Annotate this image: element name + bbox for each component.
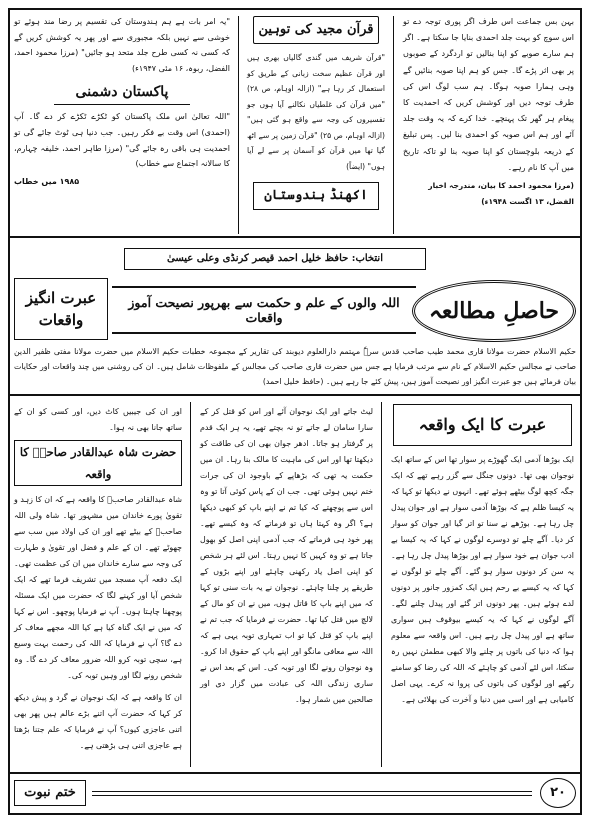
top-middle-body: "قرآن شریف میں گندی گالیاں بھری ہیں اور قرآن عظیم سخت زبانی کے طریق کو استعمال کر رہا ہے" (ازالہ اوہام، ص ۲۸) "میں قرآن کی غلطیاں نکالنے آیا ہوں جو تفسیروں کی وجہ سے واقع ہو گئی ہیں" (ازالہ اوہام، ص ۲۵) "قرآن زمین پر سے اٹھ گیا تھا میں قرآن کو آسمان پر سے لے آیا ہوں" (ایضاً) — [247, 53, 385, 171]
banner-title: حاصلِ مطالعہ — [428, 298, 560, 324]
top-right-body: بہن بس جماعت اس طرف اگر پوری توجہ دے تو اس سوچ کو بہت جلد احمدی بنایا جا سکتا ہے۔ اگر ہم سارے صوبے کو اپنا بنالیں تو اردگرد کے صوبوں پر بھی اثر پڑے گا۔ جس کو ہم اپنا صوبہ بنائیں گے وہی ہمارا صوبہ ہوگا۔ ہم سب لوگ اس کی طرف توجہ دیں اور کوشش کریں کہ احمدیت کا پیغام ہر گھر تک پہنچے۔ خدا کرے کہ یہ وقت جلد آئے اور ہم اس صوبہ کو احمدی بنا لیں۔ پس تبلیغ کے ذریعہ بلوچستان کو اپنا صوبہ بنا لو تاکہ تاریخ میں آپ کا نام رہے۔ — [403, 17, 574, 172]
top-section-divider — [10, 236, 580, 238]
bottom-left-body: شاہ عبدالقادر صاحبؒ کا واقعہ ہے کہ ان کا زہد و تقویٰ پورے خاندان میں مشہور تھا۔ شاہ ولی اللہ صاحبؒ کے بیٹے تھے اور ان کی اولاد میں سب سے چھوٹے تھے۔ ان کے علم و فضل اور تقویٰ و طہارت کی وجہ سے سارے خاندان میں ان کی عظمت تھی۔ ایک دفعہ آپ مسجد میں تشریف فرما تھے کہ ایک شخص آیا اور کہنے لگا کہ حضرت میں ایک مسئلہ پوچھنا چاہتا ہوں۔ آپ نے فرمایا پوچھو۔ اس نے کہا کہ میں نے ایک گناہ کیا ہے کیا اللہ مجھے معاف کر دے گا؟ آپ نے فرمایا کہ اللہ کی رحمت بہت وسیع ہے، سچی توبہ کرو اللہ ضرور معاف کر دے گا۔ وہ شخص رونے لگا اور وہیں توبہ کی۔ — [14, 495, 182, 680]
banner-right-box-text: عبرت انگیز واقعات — [25, 289, 97, 329]
top-left-body2: "اللہ تعالیٰ اس ملک پاکستان کو ٹکڑے ٹکڑے کر دے گا۔ آپ (احمدی) اس وقت بے فکر رہیں۔ جب دنیا ہی ٹوٹ جائے گی تو احمدیت ہی باقی رہ جائے گی" (مرزا طاہر احمد، خلیفہ چہارم، کا سالانہ اجتماع سے خطاب) — [14, 112, 230, 169]
page-number: ۲۰ — [540, 778, 576, 808]
footer-rule — [92, 791, 532, 796]
top-left-body: "یہ امر بات ہے ہم ہندوستان کی تقسیم پر رضا مند ہوئے تو خوشی سے نہیں بلکہ مجبوری سے اور پھر یہ کوشش کریں گے کہ کسی نہ کسی طرح جلد متحد ہو جائیں" (مرزا محمود احمد، الفضل، ربوہ، ۱۶ مئی ۱۹۴۷ء) — [14, 17, 230, 73]
bottom-middle-column — [194, 400, 379, 770]
top-right-signature: (مرزا محمود احمد کا بیان، مندرجہ اخبار الفضل، ۱۳ اگست ۱۹۴۸ء) — [428, 181, 574, 207]
bottom-left-top: اور ان کی جیبیں کاٹ دیں، اور کسی کو ان کے ساتھ جانا بھی نہ ہوا۔ — [14, 407, 182, 432]
bottom-right-column — [385, 400, 580, 770]
title-pakistan-enmity: پاکستان دشمنی — [54, 80, 190, 105]
title-ibrat-waqia: عبرت کا ایک واقعہ — [393, 404, 572, 446]
bottom-left-column — [8, 400, 188, 770]
top-middle-column — [241, 10, 391, 235]
magazine-page — [8, 8, 582, 815]
top-right-column — [397, 10, 580, 235]
bottom-right-body: ایک بوڑھا آدمی ایک گھوڑے پر سوار تھا اس کے ساتھ ایک نوجوان بھی تھا۔ دونوں جنگل سے گزر رہے تھے کہ ایک جگہ کچھ لوگ بیٹھے ہوئے تھے۔ انہوں نے دیکھا تو کہا کہ یہ کیسا ظلم ہے کہ بوڑھا آدمی سوار ہے اور جوان پیدل چل رہا ہے۔ بوڑھے نے سنا تو اتر گیا اور جوان کو سوار کر دیا۔ آگے چلے تو دوسرے لوگوں نے کہا کہ یہ کیسا بے ادب جوان ہے خود سوار ہے اور بوڑھا پیدل چل رہا ہے۔ یہ سن کر دونوں سوار ہو گئے۔ آگے چلے تو لوگوں نے کہا کہ یہ کیسے بے رحم ہیں ایک کمزور جانور پر دونوں لدے ہوئے ہیں۔ پھر دونوں اتر گئے اور پیدل چلنے لگے۔ آگے لوگوں نے کہا کہ یہ کیسے بیوقوف ہیں سواری ساتھ ہے اور پیدل چل رہے ہیں۔ اس واقعہ سے معلوم ہوا کہ دنیا کی باتوں پر چلنے والا کبھی مطمئن نہیں رہ سکتا، اس لئے آدمی کو چاہئے کہ اللہ کی رضا کو سامنے رکھے اور لوگوں کی باتوں کی پروا نہ کرے۔ یہی اصل کامیابی ہے اور اسی میں دنیا و آخرت کی بھلائی ہے۔ — [391, 455, 574, 704]
title-shah-abdulqadir: حضرت شاہ عبدالقادر صاحبؒ کا واقعہ — [14, 440, 182, 486]
intro-paragraph: حکیم الاسلام حضرت مولانا قاری محمد طیب صاحب قدس سرہٗ مہتمم دارالعلوم دیوبند کی تقاریر کے مجموعہ خطبات حکیم الاسلام میں حضرت مولانا مفتی ظفیر الدین صاحب نے مجالس حکیم الاسلام کے نام سے مرتب فرمایا ہے جس میں حضرت قاری صاحب کی مجالس کے ملفوظات شامل ہیں۔ ان کی روشنی میں چند واقعات اور حکایات بیان فرمائے ہیں جو عبرت انگیز اور نصیحت آموز ہیں، پیش کئے جا رہے ہیں۔ (حافظ خلیل احمد) — [14, 347, 576, 386]
title-quran-insult: قرآن مجید کی توہین — [253, 16, 379, 44]
footer-magazine-name: ختم نبوت — [14, 780, 86, 806]
banner-title-oval — [412, 280, 576, 342]
banner-compiled-by: انتخاب: حافظ خلیل احمد قیصر کرنڈی وعلی عیسیٰ — [124, 248, 426, 270]
top-divider-left — [238, 16, 239, 234]
top-divider-right — [393, 16, 394, 234]
bottom-divider-right — [381, 402, 382, 767]
top-left-column — [8, 10, 236, 235]
banner-subtitle-band — [112, 286, 416, 334]
bottom-middle-body: لیٹ جاتے اور ایک نوجوان آئے اور اس کو قتل کر کے سارا سامان لے جاتے تو نہ بچتے تھے، یہ ہر ایک قدم پر گرفتار ہو جاتا۔ ادھر جوان بھی ان کی طاقت کو دیکھتا تھا اور اس کی ماہیت کا مالک بنا رہا۔ ان میں حکمت یہ تھی کہ بڑھاپے کے باوجود ان کی جرات ختم نہیں ہوئی تھی۔ جب ان کے پاس کوئی آتا تو وہ اس سے پوچھتے کہ کیا تم نے اپنے باپ کو کبھی دیکھا ہے؟ اگر وہ کہتا ہاں تو فرماتے کہ وہ کیسے تھے۔ پھر خود ہی فرماتے کہ جب آدمی اپنی اصل کو بھول جاتا ہے تو وہ کہیں کا نہیں رہتا۔ اس لئے ہر شخص کو اپنی اصل یاد رکھنی چاہئے اور اپنے بڑوں کے طریقے پر چلنا چاہئے۔ نوجوان نے یہ بات سنی تو کہا کہ میں اپنے باپ کا قاتل ہوں، میں نے ان کو مال کے لالچ میں قتل کیا تھا۔ حضرت نے فرمایا کہ جب تم نے اپنے باپ کو قتل کیا تو اب تمہاری توبہ یہی ہے کہ اللہ سے معافی مانگو اور اپنے باپ کے حقوق ادا کرو۔ وہ نوجوان رونے لگا اور توبہ کی۔ اس کے بعد اس نے ساری زندگی اللہ کی عبادت میں گزار دی اور صالحین میں شمار ہوا۔ — [200, 407, 373, 704]
banner-right-box — [14, 278, 108, 340]
banner-subtitle: اللہ والوں کے علم و حکمت سے بھرپور نصیحت آموز واقعات — [128, 295, 400, 325]
banner — [14, 248, 576, 390]
footer-divider — [10, 772, 580, 774]
bottom-divider-left — [190, 402, 191, 767]
title-akhand-hindustan: اکھنڈ ہندوستان — [253, 182, 379, 210]
bottom-left-body2: ان کا واقعہ ہے کہ ایک نوجوان نے گرد و پیش دیکھ کر کہا کہ حضرت آپ اتنے بڑے عالم ہیں پھر بھی اتنی عاجزی کیوں؟ آپ نے فرمایا کہ علم جتنا بڑھتا ہے عاجزی اتنی ہی بڑھتی ہے۔ — [14, 693, 182, 750]
banner-divider — [10, 394, 580, 396]
footer-bar — [14, 776, 576, 810]
top-left-footer: ۱۹۸۵ میں خطاب — [14, 176, 80, 186]
